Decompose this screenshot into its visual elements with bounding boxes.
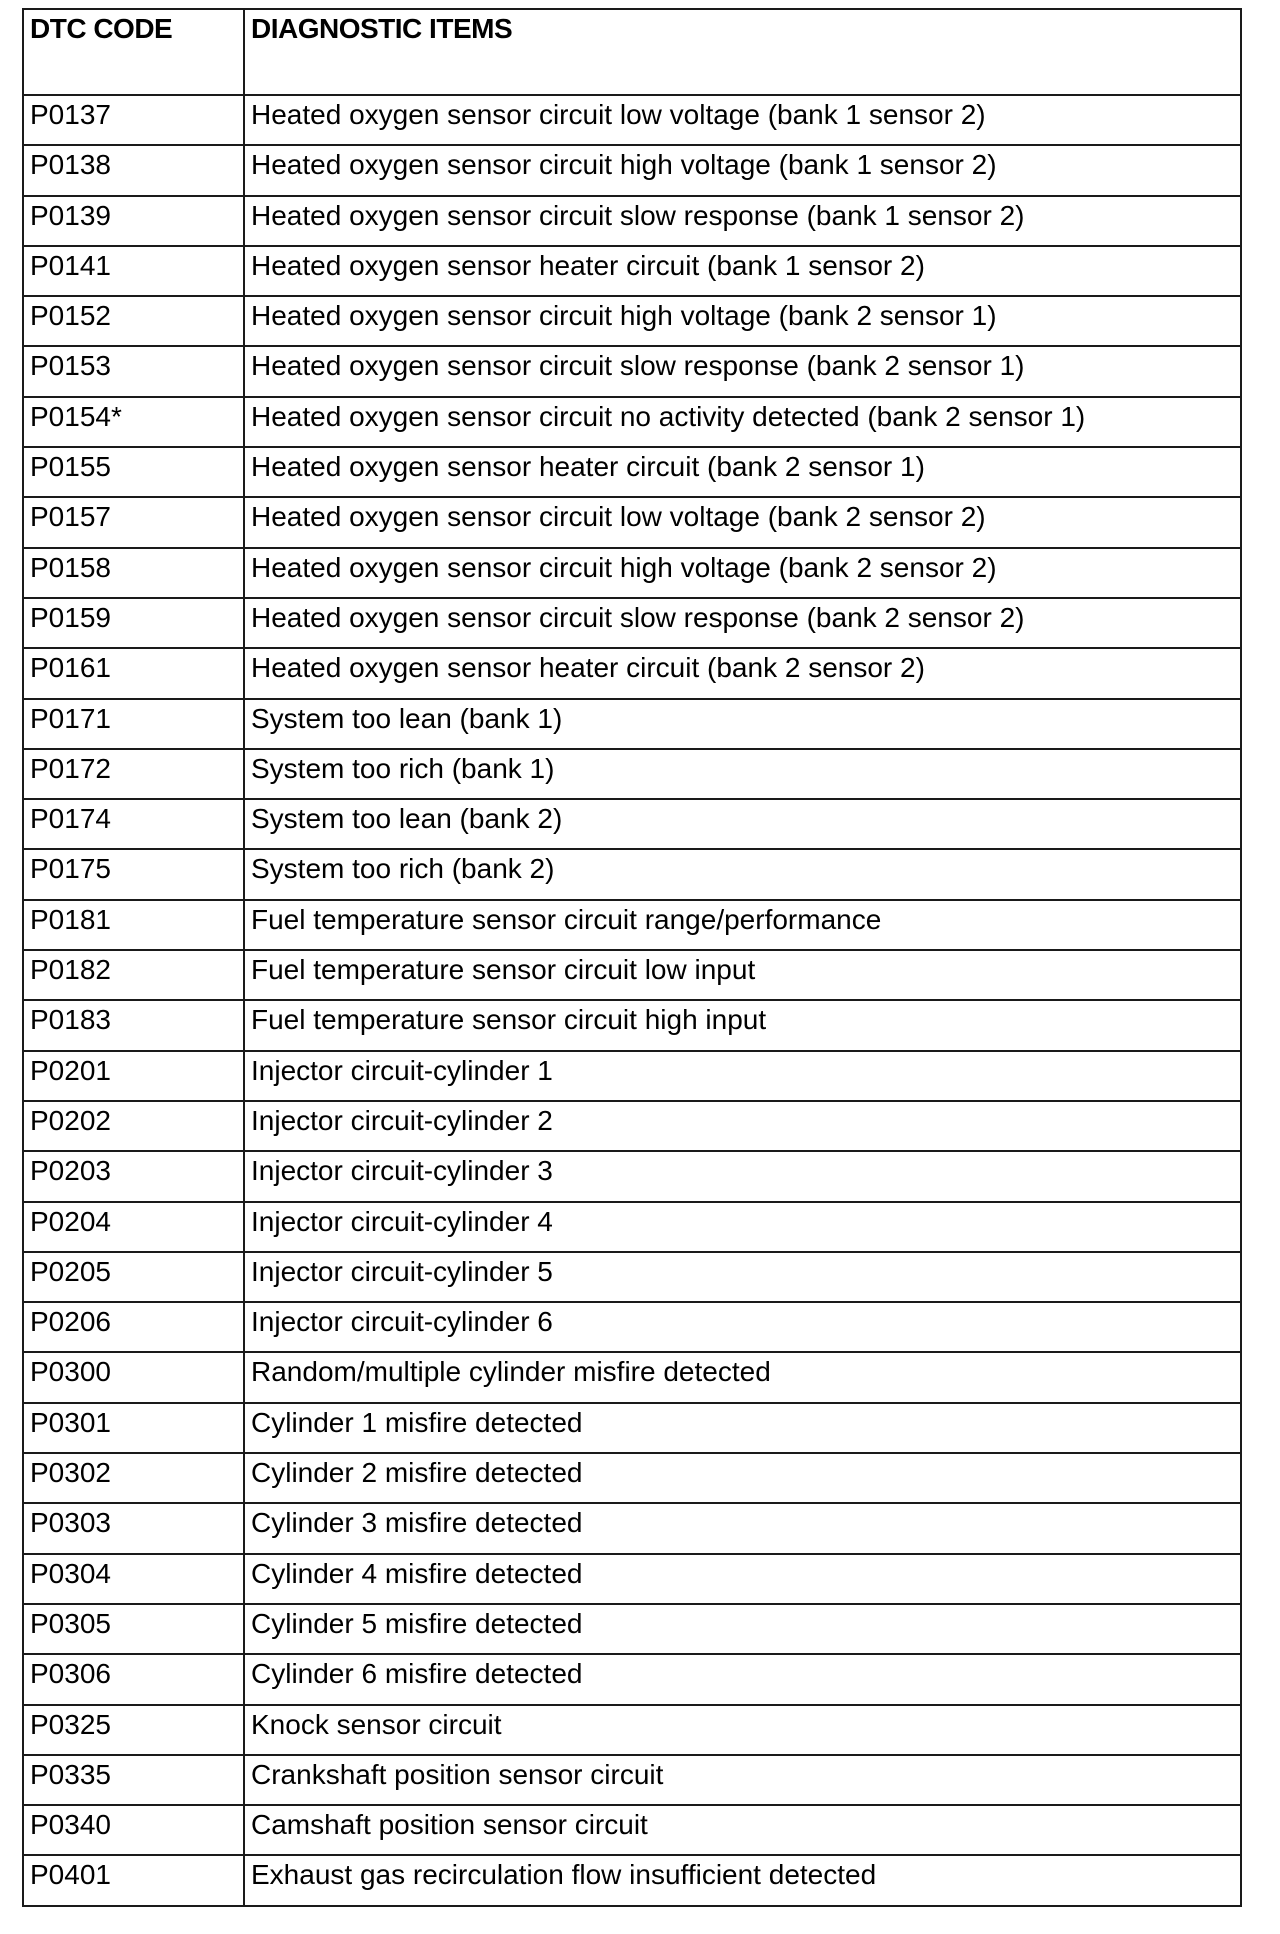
- diagnostic-item-cell: Injector circuit-cylinder 4: [244, 1202, 1241, 1252]
- dtc-code-cell: P0155: [23, 447, 244, 497]
- table-row: [23, 1654, 1241, 1704]
- diagnostic-item-cell: Cylinder 3 misfire detected: [244, 1503, 1241, 1553]
- table-row: [23, 346, 1241, 396]
- table-row: [23, 145, 1241, 195]
- table-row: [23, 1101, 1241, 1151]
- dtc-table: [22, 8, 1242, 1907]
- diagnostic-item-cell: Fuel temperature sensor circuit low input: [244, 950, 1241, 1000]
- dtc-code-cell: P0153: [23, 346, 244, 396]
- diagnostic-item-cell: Heated oxygen sensor circuit slow response (bank 2 sensor 1): [244, 346, 1241, 396]
- table-row: [23, 1705, 1241, 1755]
- diagnostic-item-cell: Heated oxygen sensor heater circuit (bank 1 sensor 2): [244, 246, 1241, 296]
- diagnostic-item-cell: Injector circuit-cylinder 1: [244, 1051, 1241, 1101]
- dtc-code-cell: P0152: [23, 296, 244, 346]
- dtc-code-cell: P0325: [23, 1705, 244, 1755]
- dtc-code-cell: P0158: [23, 548, 244, 598]
- table-row: [23, 699, 1241, 749]
- dtc-code-cell: P0137: [23, 95, 244, 145]
- diagnostic-item-cell: Cylinder 1 misfire detected: [244, 1403, 1241, 1453]
- table-row: [23, 799, 1241, 849]
- dtc-code-cell: P0201: [23, 1051, 244, 1101]
- diagnostic-item-cell: Heated oxygen sensor circuit slow response (bank 1 sensor 2): [244, 196, 1241, 246]
- table-row: [23, 95, 1241, 145]
- table-row: [23, 1604, 1241, 1654]
- dtc-code-cell: P0141: [23, 246, 244, 296]
- table-row: [23, 849, 1241, 899]
- table-row: [23, 1202, 1241, 1252]
- dtc-code-cell: P0172: [23, 749, 244, 799]
- diagnostic-item-cell: Fuel temperature sensor circuit high input: [244, 1000, 1241, 1050]
- diagnostic-item-cell: Injector circuit-cylinder 6: [244, 1302, 1241, 1352]
- table-row: [23, 1352, 1241, 1402]
- table-row: [23, 1302, 1241, 1352]
- table-body: [23, 95, 1241, 1906]
- diagnostic-item-cell: Heated oxygen sensor circuit no activity detected (bank 2 sensor 1): [244, 397, 1241, 447]
- diagnostic-item-cell: System too lean (bank 1): [244, 699, 1241, 749]
- diagnostic-item-cell: Heated oxygen sensor circuit low voltage (bank 2 sensor 2): [244, 497, 1241, 547]
- dtc-code-cell: P0401: [23, 1855, 244, 1905]
- table-row: [23, 1805, 1241, 1855]
- dtc-code-cell: P0154*: [23, 397, 244, 447]
- dtc-code-cell: P0157: [23, 497, 244, 547]
- dtc-code-cell: P0175: [23, 849, 244, 899]
- diagnostic-item-cell: System too rich (bank 1): [244, 749, 1241, 799]
- dtc-code-cell: P0340: [23, 1805, 244, 1855]
- diagnostic-item-cell: Heated oxygen sensor heater circuit (bank 2 sensor 1): [244, 447, 1241, 497]
- dtc-code-cell: P0301: [23, 1403, 244, 1453]
- diagnostic-item-cell: Heated oxygen sensor circuit low voltage (bank 1 sensor 2): [244, 95, 1241, 145]
- diagnostic-item-cell: Heated oxygen sensor circuit high voltage (bank 2 sensor 1): [244, 296, 1241, 346]
- diagnostic-item-cell: Heated oxygen sensor heater circuit (bank 2 sensor 2): [244, 648, 1241, 698]
- dtc-code-cell: P0335: [23, 1755, 244, 1805]
- table-row: [23, 1554, 1241, 1604]
- table-row: [23, 1453, 1241, 1503]
- dtc-code-cell: P0161: [23, 648, 244, 698]
- diagnostic-item-cell: Heated oxygen sensor circuit slow response (bank 2 sensor 2): [244, 598, 1241, 648]
- diagnostic-item-cell: Cylinder 5 misfire detected: [244, 1604, 1241, 1654]
- diagnostic-item-cell: Exhaust gas recirculation flow insufficient detected: [244, 1855, 1241, 1905]
- diagnostic-item-cell: Camshaft position sensor circuit: [244, 1805, 1241, 1855]
- header-dtc-code: DTC CODE: [23, 9, 244, 95]
- diagnostic-item-cell: Cylinder 4 misfire detected: [244, 1554, 1241, 1604]
- dtc-code-cell: P0202: [23, 1101, 244, 1151]
- table-row: [23, 1051, 1241, 1101]
- diagnostic-item-cell: Crankshaft position sensor circuit: [244, 1755, 1241, 1805]
- table-row: [23, 900, 1241, 950]
- diagnostic-item-cell: Injector circuit-cylinder 5: [244, 1252, 1241, 1302]
- dtc-code-cell: P0205: [23, 1252, 244, 1302]
- diagnostic-item-cell: Knock sensor circuit: [244, 1705, 1241, 1755]
- dtc-code-cell: P0174: [23, 799, 244, 849]
- table-row: [23, 598, 1241, 648]
- table-row: [23, 246, 1241, 296]
- dtc-code-cell: P0183: [23, 1000, 244, 1050]
- table-row: [23, 749, 1241, 799]
- dtc-code-cell: P0171: [23, 699, 244, 749]
- dtc-code-cell: P0182: [23, 950, 244, 1000]
- diagnostic-item-cell: System too rich (bank 2): [244, 849, 1241, 899]
- header-diagnostic-items: DIAGNOSTIC ITEMS: [244, 9, 1241, 95]
- table-row: [23, 296, 1241, 346]
- diagnostic-item-cell: System too lean (bank 2): [244, 799, 1241, 849]
- dtc-code-cell: P0204: [23, 1202, 244, 1252]
- table-row: [23, 548, 1241, 598]
- dtc-code-cell: P0304: [23, 1554, 244, 1604]
- table-header: [23, 9, 1241, 95]
- table-row: [23, 1503, 1241, 1553]
- table-row: [23, 1000, 1241, 1050]
- table-row: [23, 397, 1241, 447]
- dtc-code-cell: P0206: [23, 1302, 244, 1352]
- table-row: [23, 1855, 1241, 1905]
- dtc-code-cell: P0300: [23, 1352, 244, 1402]
- table-row: [23, 648, 1241, 698]
- table-row: [23, 1755, 1241, 1805]
- diagnostic-item-cell: Random/multiple cylinder misfire detected: [244, 1352, 1241, 1402]
- dtc-code-cell: P0303: [23, 1503, 244, 1553]
- dtc-code-cell: P0203: [23, 1151, 244, 1201]
- diagnostic-item-cell: Injector circuit-cylinder 2: [244, 1101, 1241, 1151]
- diagnostic-item-cell: Fuel temperature sensor circuit range/performance: [244, 900, 1241, 950]
- dtc-code-cell: P0181: [23, 900, 244, 950]
- header-row: [23, 9, 1241, 95]
- table-row: [23, 497, 1241, 547]
- diagnostic-item-cell: Heated oxygen sensor circuit high voltage (bank 1 sensor 2): [244, 145, 1241, 195]
- dtc-code-cell: P0138: [23, 145, 244, 195]
- dtc-code-cell: P0139: [23, 196, 244, 246]
- dtc-code-cell: P0305: [23, 1604, 244, 1654]
- diagnostic-item-cell: Injector circuit-cylinder 3: [244, 1151, 1241, 1201]
- table-row: [23, 196, 1241, 246]
- diagnostic-item-cell: Heated oxygen sensor circuit high voltage (bank 2 sensor 2): [244, 548, 1241, 598]
- table-row: [23, 950, 1241, 1000]
- dtc-code-cell: P0306: [23, 1654, 244, 1704]
- dtc-code-cell: P0159: [23, 598, 244, 648]
- table-row: [23, 447, 1241, 497]
- table-row: [23, 1252, 1241, 1302]
- table-row: [23, 1151, 1241, 1201]
- table-row: [23, 1403, 1241, 1453]
- dtc-code-cell: P0302: [23, 1453, 244, 1503]
- diagnostic-item-cell: Cylinder 6 misfire detected: [244, 1654, 1241, 1704]
- diagnostic-item-cell: Cylinder 2 misfire detected: [244, 1453, 1241, 1503]
